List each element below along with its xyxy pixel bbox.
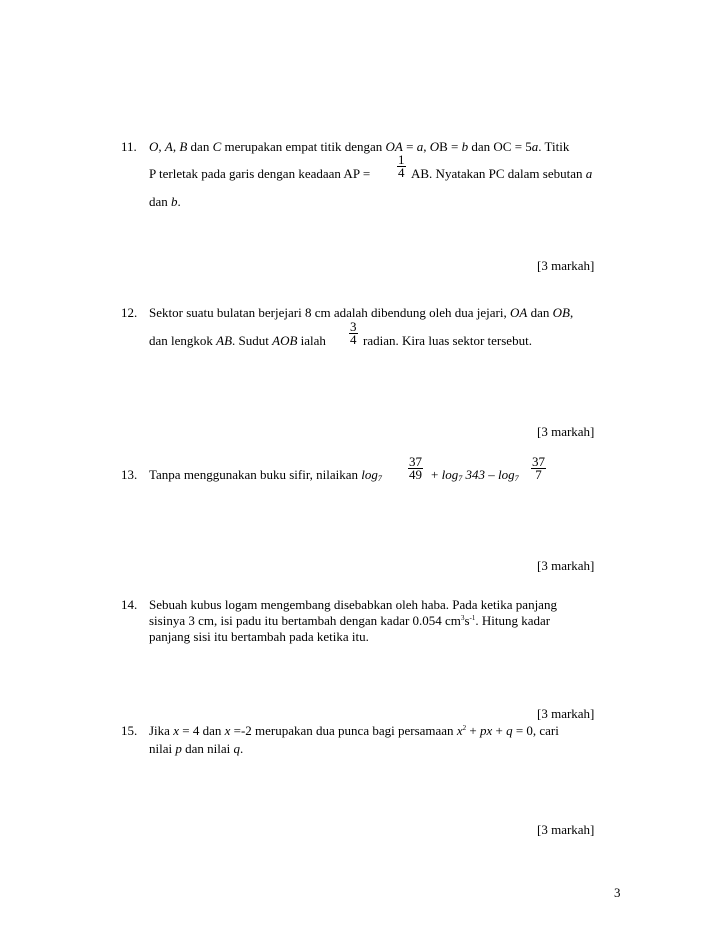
q13-number: 13. (121, 467, 138, 482)
q11-line-2-before: P terletak pada garis dengan keadaan AP = (149, 166, 371, 181)
q14-marks: [3 markah] (537, 706, 595, 721)
q12-line-1: Sektor suatu bulatan berjejari 8 cm adalah dibendung oleh dua jejari, OA dan OB, (149, 305, 574, 320)
q11-number: 11. (121, 139, 137, 154)
q14-line-3: panjang sisi itu bertambah pada ketika itu. (149, 629, 369, 644)
q11-line-3: dan b. (149, 194, 181, 209)
q11-line-1: O, A, B dan C merupakan empat titik dengan OA = a, OB = b dan OC = 5a. Titik (149, 139, 570, 154)
page-number: 3 (614, 885, 621, 900)
q14-line-1: Sebuah kubus logam mengembang disebabkan oleh haba. Pada ketika panjang (149, 597, 557, 612)
q12-line-2-after: radian. Kira luas sektor tersebut. (363, 333, 532, 348)
q15-line-1: Jika x = 4 dan x =-2 merupakan dua punca bagi persamaan $x^2$ + px + q = 0, cari (149, 723, 559, 738)
q15-number: 15. (121, 723, 138, 738)
q14-line-2: sisinya 3 cm, isi padu itu bertambah dengan kadar 0.054 $cm^3s^{-1}$. Hitung kadar (149, 613, 551, 628)
q15-line-2: nilai p dan nilai q. (149, 741, 244, 756)
q11-fraction: $\frac{1}{4}$ (398, 152, 405, 180)
q15-marks: [3 markah] (537, 822, 595, 837)
q14-number: 14. (121, 597, 138, 612)
q12-marks: [3 markah] (537, 424, 595, 439)
q13-marks: [3 markah] (537, 558, 595, 573)
q13-text: Tanpa menggunakan buku sifir, nilaikan $\log_7$ (149, 467, 382, 483)
q13-fraction-2: $\frac{37}{7}$ (532, 454, 545, 482)
q12-line-2-before: dan lengkok AB. Sudut AOB ialah (149, 333, 326, 348)
q11-marks: [3 markah] (537, 258, 595, 273)
q13-fraction-1: $\frac{37}{49}$ (409, 454, 422, 482)
q11-line-2-after: AB. Nyatakan PC dalam sebutan a (411, 166, 593, 181)
q12-fraction: $\frac{3}{4}$ (350, 319, 357, 347)
q12-number: 12. (121, 305, 138, 320)
q13-middle: + $\log_7 343 - \log_7$ (431, 467, 519, 483)
